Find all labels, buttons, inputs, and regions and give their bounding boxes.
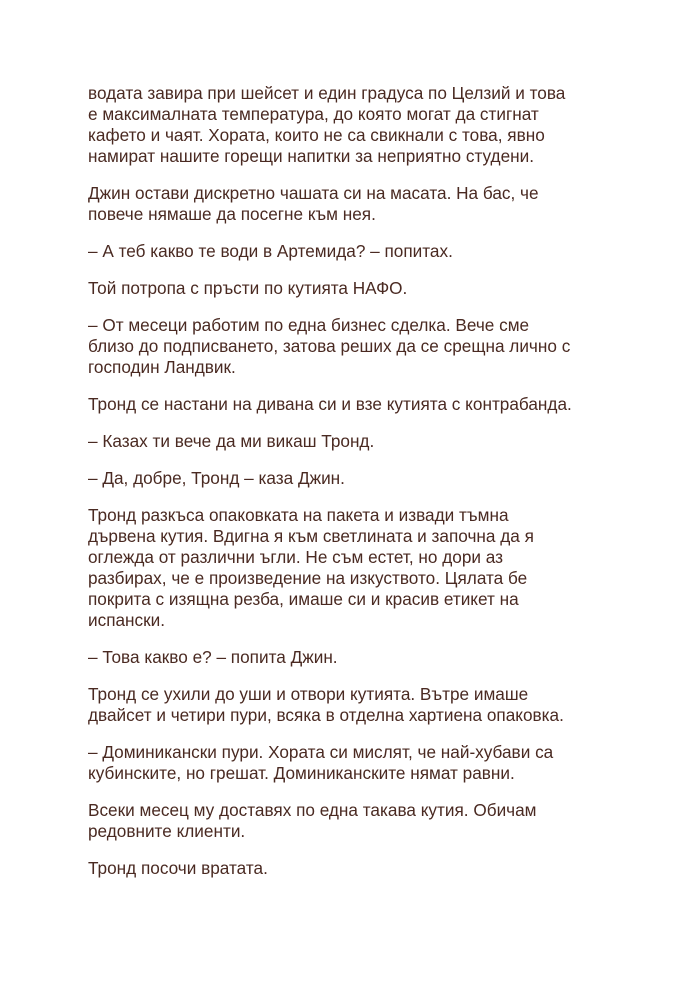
paragraph-11: Тронд се ухили до уши и отвори кутията. Вътре имаше двайсет и четири пури, всяка в отделна хартиена опаковка.	[88, 684, 564, 725]
paragraph-12: – Доминикански пури. Хората си мислят, че най-хубави са кубинските, но грешат. Доминиканските нямат равни.	[88, 742, 554, 783]
paragraph-5: – От месеци работим по една бизнес сделка. Вече сме близо до подписването, затова реших да се срещна лично с господин Ландвик.	[88, 315, 571, 377]
paragraph-8: – Да, добре, Тронд – каза Джин.	[88, 468, 345, 488]
paragraph-13: Всеки месец му доставях по една такава кутия. Обичам редовните клиенти.	[88, 800, 537, 841]
paragraph-10: – Това какво е? – попита Джин.	[88, 647, 338, 667]
paragraph-2: Джин остави дискретно чашата си на масата. На бас, че повече нямаше да посегне към нея.	[88, 183, 539, 224]
paragraph-4: Той потропа с пръсти по кутията НАФО.	[88, 278, 408, 298]
paragraph-1: водата завира при шейсет и един градуса по Целзий и това е максималната температура, до която могат да стигнат кафето и чаят. Хората, които не са свикнали с това, явно намират нашите горещи напитки за неприятно студени.	[88, 83, 566, 166]
paragraph-3: – А теб какво те води в Артемида? – попитах.	[88, 241, 453, 261]
paragraph-14: Тронд посочи вратата.	[88, 858, 268, 878]
paragraph-7: – Казах ти вече да ми викаш Тронд.	[88, 431, 375, 451]
paragraph-6: Тронд се настани на дивана си и взе кутията с контрабанда.	[88, 394, 572, 414]
paragraph-9: Тронд разкъса опаковката на пакета и извади тъмна дървена кутия. Вдигна я към светлината и започна да я оглежда от различни ъгли. Не съм естет, но дори аз разбирах, че е произведение на изкуството. Цялата бе покрита с изящна резба, имаше си и красив етикет на испански.	[88, 505, 534, 630]
